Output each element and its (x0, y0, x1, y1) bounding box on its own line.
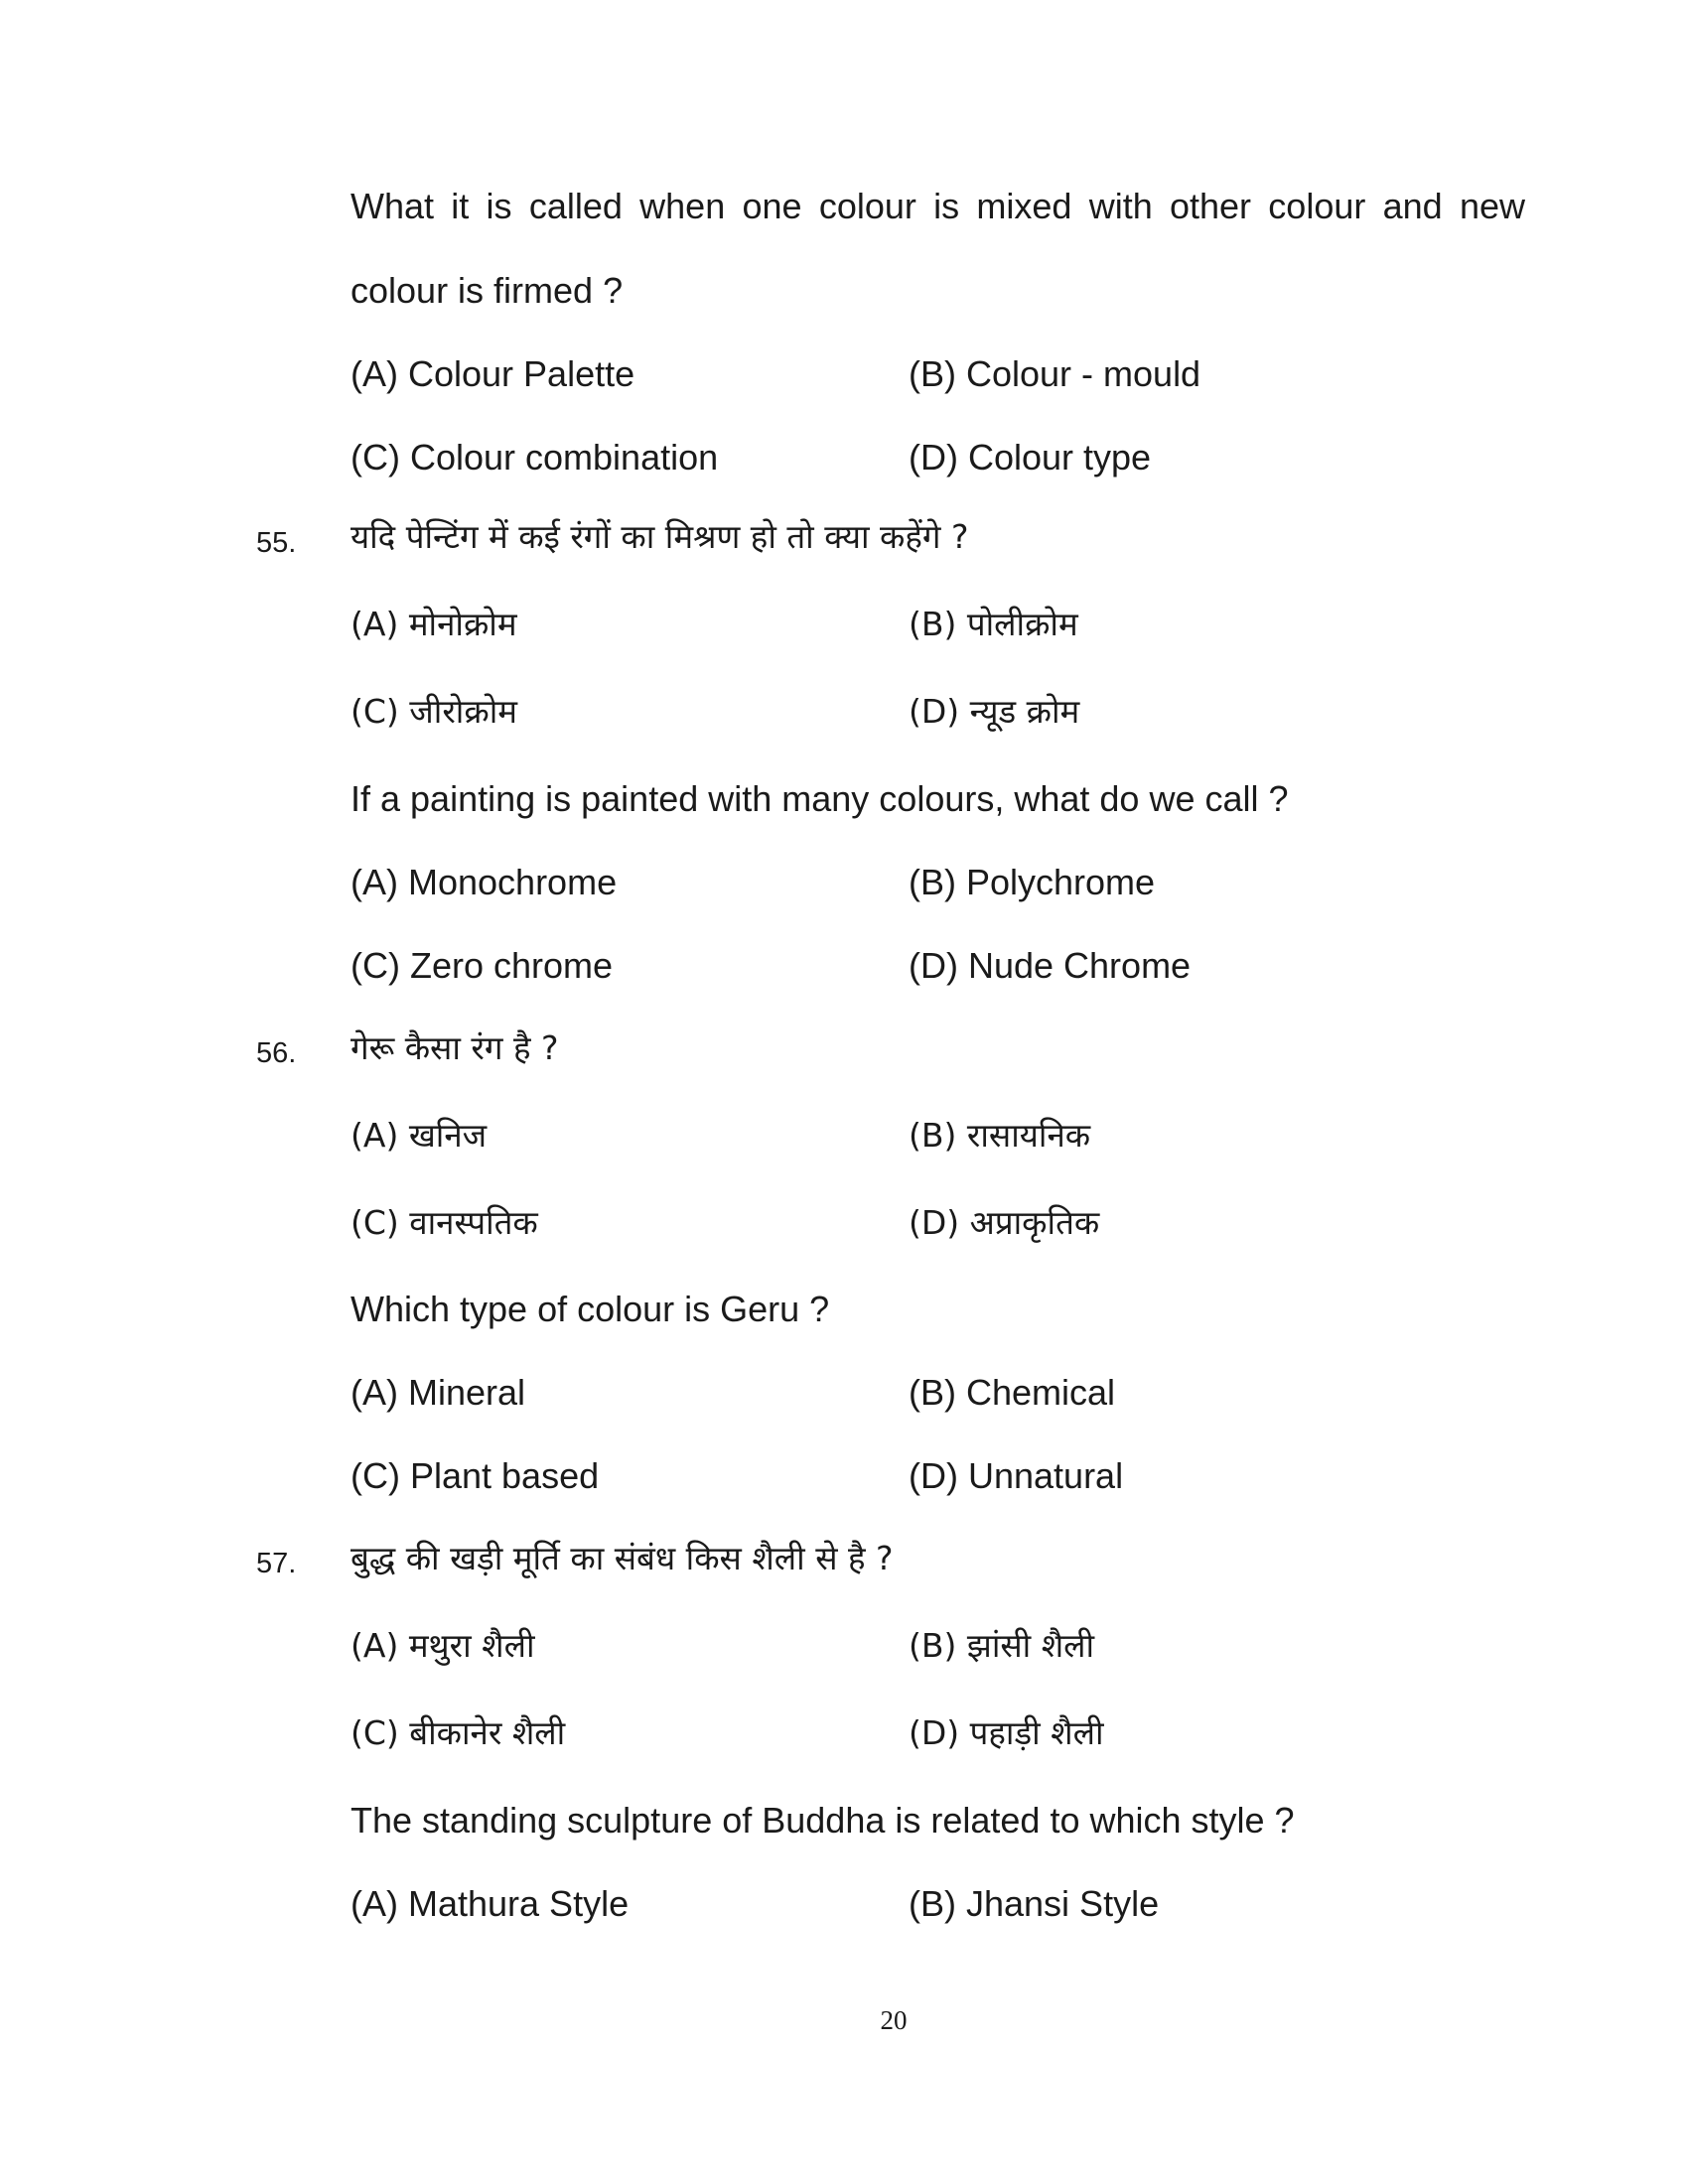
q56-number: 56. (256, 1037, 297, 1069)
q54-option-c: (C) Colour combination (351, 437, 719, 478)
q57-hindi-text: बुद्ध की खड़ी मूर्ति का संबंध किस शैली से है ? (351, 1539, 894, 1577)
q56-hindi-option-d: (D) अप्राकृतिक (909, 1203, 1100, 1242)
q57-option-b: (B) Jhansi Style (909, 1883, 1160, 1924)
q57-english-text: The standing sculpture of Buddha is related to which style ? (351, 1800, 1295, 1841)
q56-option-d: (D) Unnatural (909, 1455, 1124, 1496)
q56-hindi-option-c: (C) वानस्पतिक (351, 1203, 538, 1242)
q57-hindi-option-a: (A) मथुरा शैली (351, 1626, 535, 1665)
q55-hindi-option-a: (A) मोनोक्रोम (351, 605, 517, 643)
q55-option-a: (A) Monochrome (351, 862, 618, 902)
q57-hindi-option-b: (B) झांसी शैली (909, 1626, 1095, 1665)
q55-number: 55. (256, 527, 297, 559)
q56-option-c: (C) Plant based (351, 1455, 600, 1496)
q54-english-text-line2: colour is firmed ? (351, 270, 624, 311)
q54-option-a: (A) Colour Palette (351, 353, 635, 394)
q56-hindi-option-a: (A) खनिज (351, 1116, 488, 1155)
q55-hindi-text: यदि पेन्टिंग में कई रंगों का मिश्रण हो तो क्या कहेंगे ? (351, 517, 969, 556)
q55-hindi-option-b: (B) पोलीक्रोम (909, 605, 1078, 643)
q56-hindi-option-b: (B) रासायनिक (909, 1116, 1091, 1155)
q57-number: 57. (256, 1548, 297, 1579)
page-number: 20 (880, 2005, 908, 2035)
q57-hindi-option-c: (C) बीकानेर शैली (351, 1713, 566, 1752)
q55-option-c: (C) Zero chrome (351, 945, 614, 986)
q55-option-d: (D) Nude Chrome (909, 945, 1192, 986)
q54-english-text-line1: What it is called when one colour is mixed with other colour and new (351, 186, 1525, 226)
q56-option-b: (B) Chemical (909, 1372, 1116, 1413)
q55-option-b: (B) Polychrome (909, 862, 1156, 902)
q54-option-d: (D) Colour type (909, 437, 1152, 478)
q56-hindi-text: गेरू कैसा रंग है ? (351, 1028, 559, 1067)
q56-english-text: Which type of colour is Geru ? (351, 1289, 830, 1329)
q57-option-a: (A) Mathura Style (351, 1883, 630, 1924)
q56-option-a: (A) Mineral (351, 1372, 526, 1413)
q55-english-text: If a painting is painted with many colours, what do we call ? (351, 778, 1289, 819)
q57-hindi-option-d: (D) पहाड़ी शैली (909, 1713, 1104, 1752)
q55-hindi-option-d: (D) न्यूड क्रोम (909, 692, 1080, 731)
q55-hindi-option-c: (C) जीरोक्रोम (351, 692, 517, 731)
q54-option-b: (B) Colour - mould (909, 353, 1201, 394)
